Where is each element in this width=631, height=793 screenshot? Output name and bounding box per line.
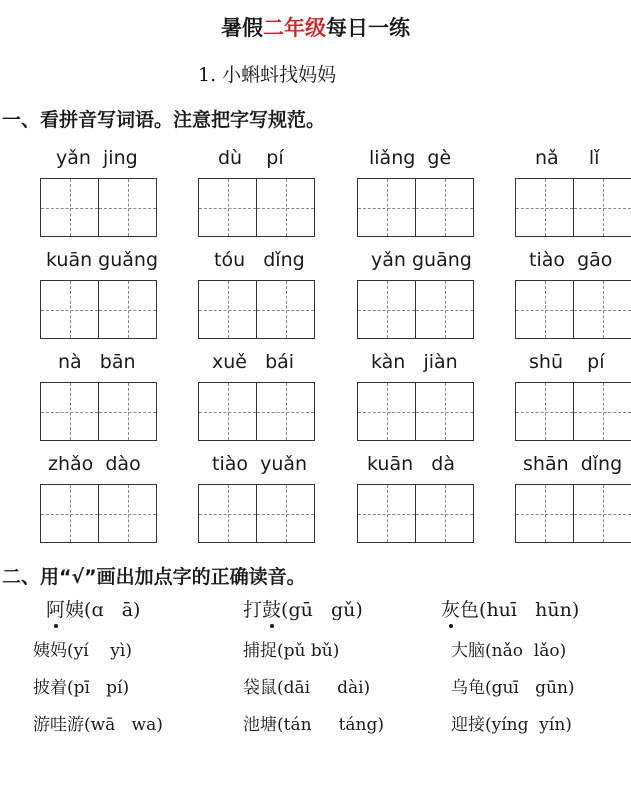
reading-options[interactable]: (ɑ ā) bbox=[84, 599, 141, 621]
word-cell bbox=[198, 444, 315, 543]
lesson-title: 1. 小蝌蚪找妈妈 bbox=[198, 64, 337, 86]
word-cell bbox=[357, 342, 474, 441]
word-cell bbox=[515, 444, 631, 543]
pinyin-label: tiào gāo bbox=[529, 249, 613, 271]
dotted-item: 打鼓(gū gǔ) bbox=[243, 595, 363, 622]
pinyin-writing-grid bbox=[0, 138, 631, 546]
tianzige-box[interactable] bbox=[40, 280, 157, 339]
dotted-char: 阿 bbox=[46, 595, 65, 622]
pinyin-label: kàn jiàn bbox=[371, 351, 458, 373]
section-2-heading: 二、用“√”画出加点字的正确读音。 bbox=[2, 566, 306, 588]
word-cell bbox=[40, 240, 157, 339]
tianzige-box[interactable] bbox=[40, 178, 157, 237]
word-cell bbox=[40, 342, 157, 441]
tianzige-box[interactable] bbox=[198, 178, 315, 237]
tianzige-box[interactable] bbox=[357, 484, 474, 543]
section-1-heading: 一、看拼音写词语。注意把字写规范。 bbox=[2, 109, 326, 131]
tianzige-box[interactable] bbox=[357, 382, 474, 441]
word-cell bbox=[357, 444, 474, 543]
dotted-char: 鼓 bbox=[262, 595, 281, 622]
reading-options[interactable]: (gū gǔ) bbox=[281, 599, 363, 621]
tianzige-box[interactable] bbox=[515, 178, 631, 237]
tianzige-box[interactable] bbox=[198, 484, 315, 543]
word-cell bbox=[515, 138, 631, 237]
reading-item[interactable]: 袋鼠(dāi dài) bbox=[243, 678, 371, 698]
tianzige-box[interactable] bbox=[40, 484, 157, 543]
word-cell bbox=[40, 138, 157, 237]
grade-highlight: 二年级 bbox=[263, 15, 326, 40]
word-cell bbox=[515, 240, 631, 339]
tianzige-box[interactable] bbox=[515, 382, 631, 441]
tianzige-box[interactable] bbox=[40, 382, 157, 441]
tianzige-box[interactable] bbox=[515, 484, 631, 543]
word-cell bbox=[198, 342, 315, 441]
reading-row bbox=[0, 710, 631, 746]
reading-item[interactable]: 乌龟(guī gūn) bbox=[451, 678, 575, 698]
pinyin-label: yǎn guāng bbox=[371, 249, 472, 271]
dotted-item: 阿姨(ɑ ā) bbox=[46, 595, 140, 622]
tianzige-box[interactable] bbox=[357, 280, 474, 339]
word-cell bbox=[357, 240, 474, 339]
dotted-item: 灰色(huī hūn) bbox=[441, 595, 579, 622]
tianzige-box[interactable] bbox=[357, 178, 474, 237]
word-cell bbox=[357, 138, 474, 237]
reading-row bbox=[0, 636, 631, 672]
pinyin-row bbox=[0, 444, 631, 546]
word-cell bbox=[515, 342, 631, 441]
pinyin-label: yǎn jing bbox=[56, 147, 138, 169]
tianzige-box[interactable] bbox=[198, 382, 315, 441]
reading-item[interactable]: 披着(pī pí) bbox=[33, 678, 130, 698]
dotted-char: 灰 bbox=[441, 595, 460, 622]
page-title: 暑假二年级每日一练 bbox=[221, 15, 410, 40]
pinyin-label: zhǎo dào bbox=[48, 453, 141, 475]
pinyin-label: xuě bái bbox=[212, 351, 295, 373]
dotted-char-row bbox=[0, 595, 631, 631]
pinyin-row bbox=[0, 342, 631, 444]
tianzige-box[interactable] bbox=[198, 280, 315, 339]
reading-item[interactable]: 游哇游(wā wa) bbox=[33, 715, 163, 735]
reading-item[interactable]: 捕捉(pǔ bǔ) bbox=[243, 641, 340, 661]
reading-row bbox=[0, 673, 631, 709]
pinyin-label: shū pí bbox=[529, 351, 605, 373]
reading-item[interactable]: 池塘(tán táng) bbox=[243, 715, 384, 735]
pinyin-label: liǎng gè bbox=[369, 147, 452, 169]
pinyin-label: nà bān bbox=[58, 351, 136, 373]
pinyin-label: kuān dà bbox=[367, 453, 455, 475]
word-cell bbox=[198, 138, 315, 237]
word-cell bbox=[198, 240, 315, 339]
pinyin-row bbox=[0, 240, 631, 342]
reading-options[interactable]: (huī hūn) bbox=[479, 599, 580, 621]
pinyin-label: nǎ lǐ bbox=[535, 147, 600, 169]
reading-item[interactable]: 姨妈(yí yì) bbox=[33, 641, 132, 661]
pinyin-label: tóu dǐng bbox=[214, 249, 305, 271]
pinyin-label: dù pí bbox=[218, 147, 284, 169]
pinyin-row bbox=[0, 138, 631, 240]
word-cell bbox=[40, 444, 157, 543]
pinyin-label: shān dǐng bbox=[523, 453, 623, 475]
tianzige-box[interactable] bbox=[515, 280, 631, 339]
pinyin-label: tiào yuǎn bbox=[212, 453, 308, 475]
reading-item[interactable]: 大脑(nǎo lǎo) bbox=[451, 641, 567, 661]
reading-item[interactable]: 迎接(yíng yín) bbox=[451, 715, 572, 735]
pinyin-label: kuān guǎng bbox=[46, 249, 159, 271]
